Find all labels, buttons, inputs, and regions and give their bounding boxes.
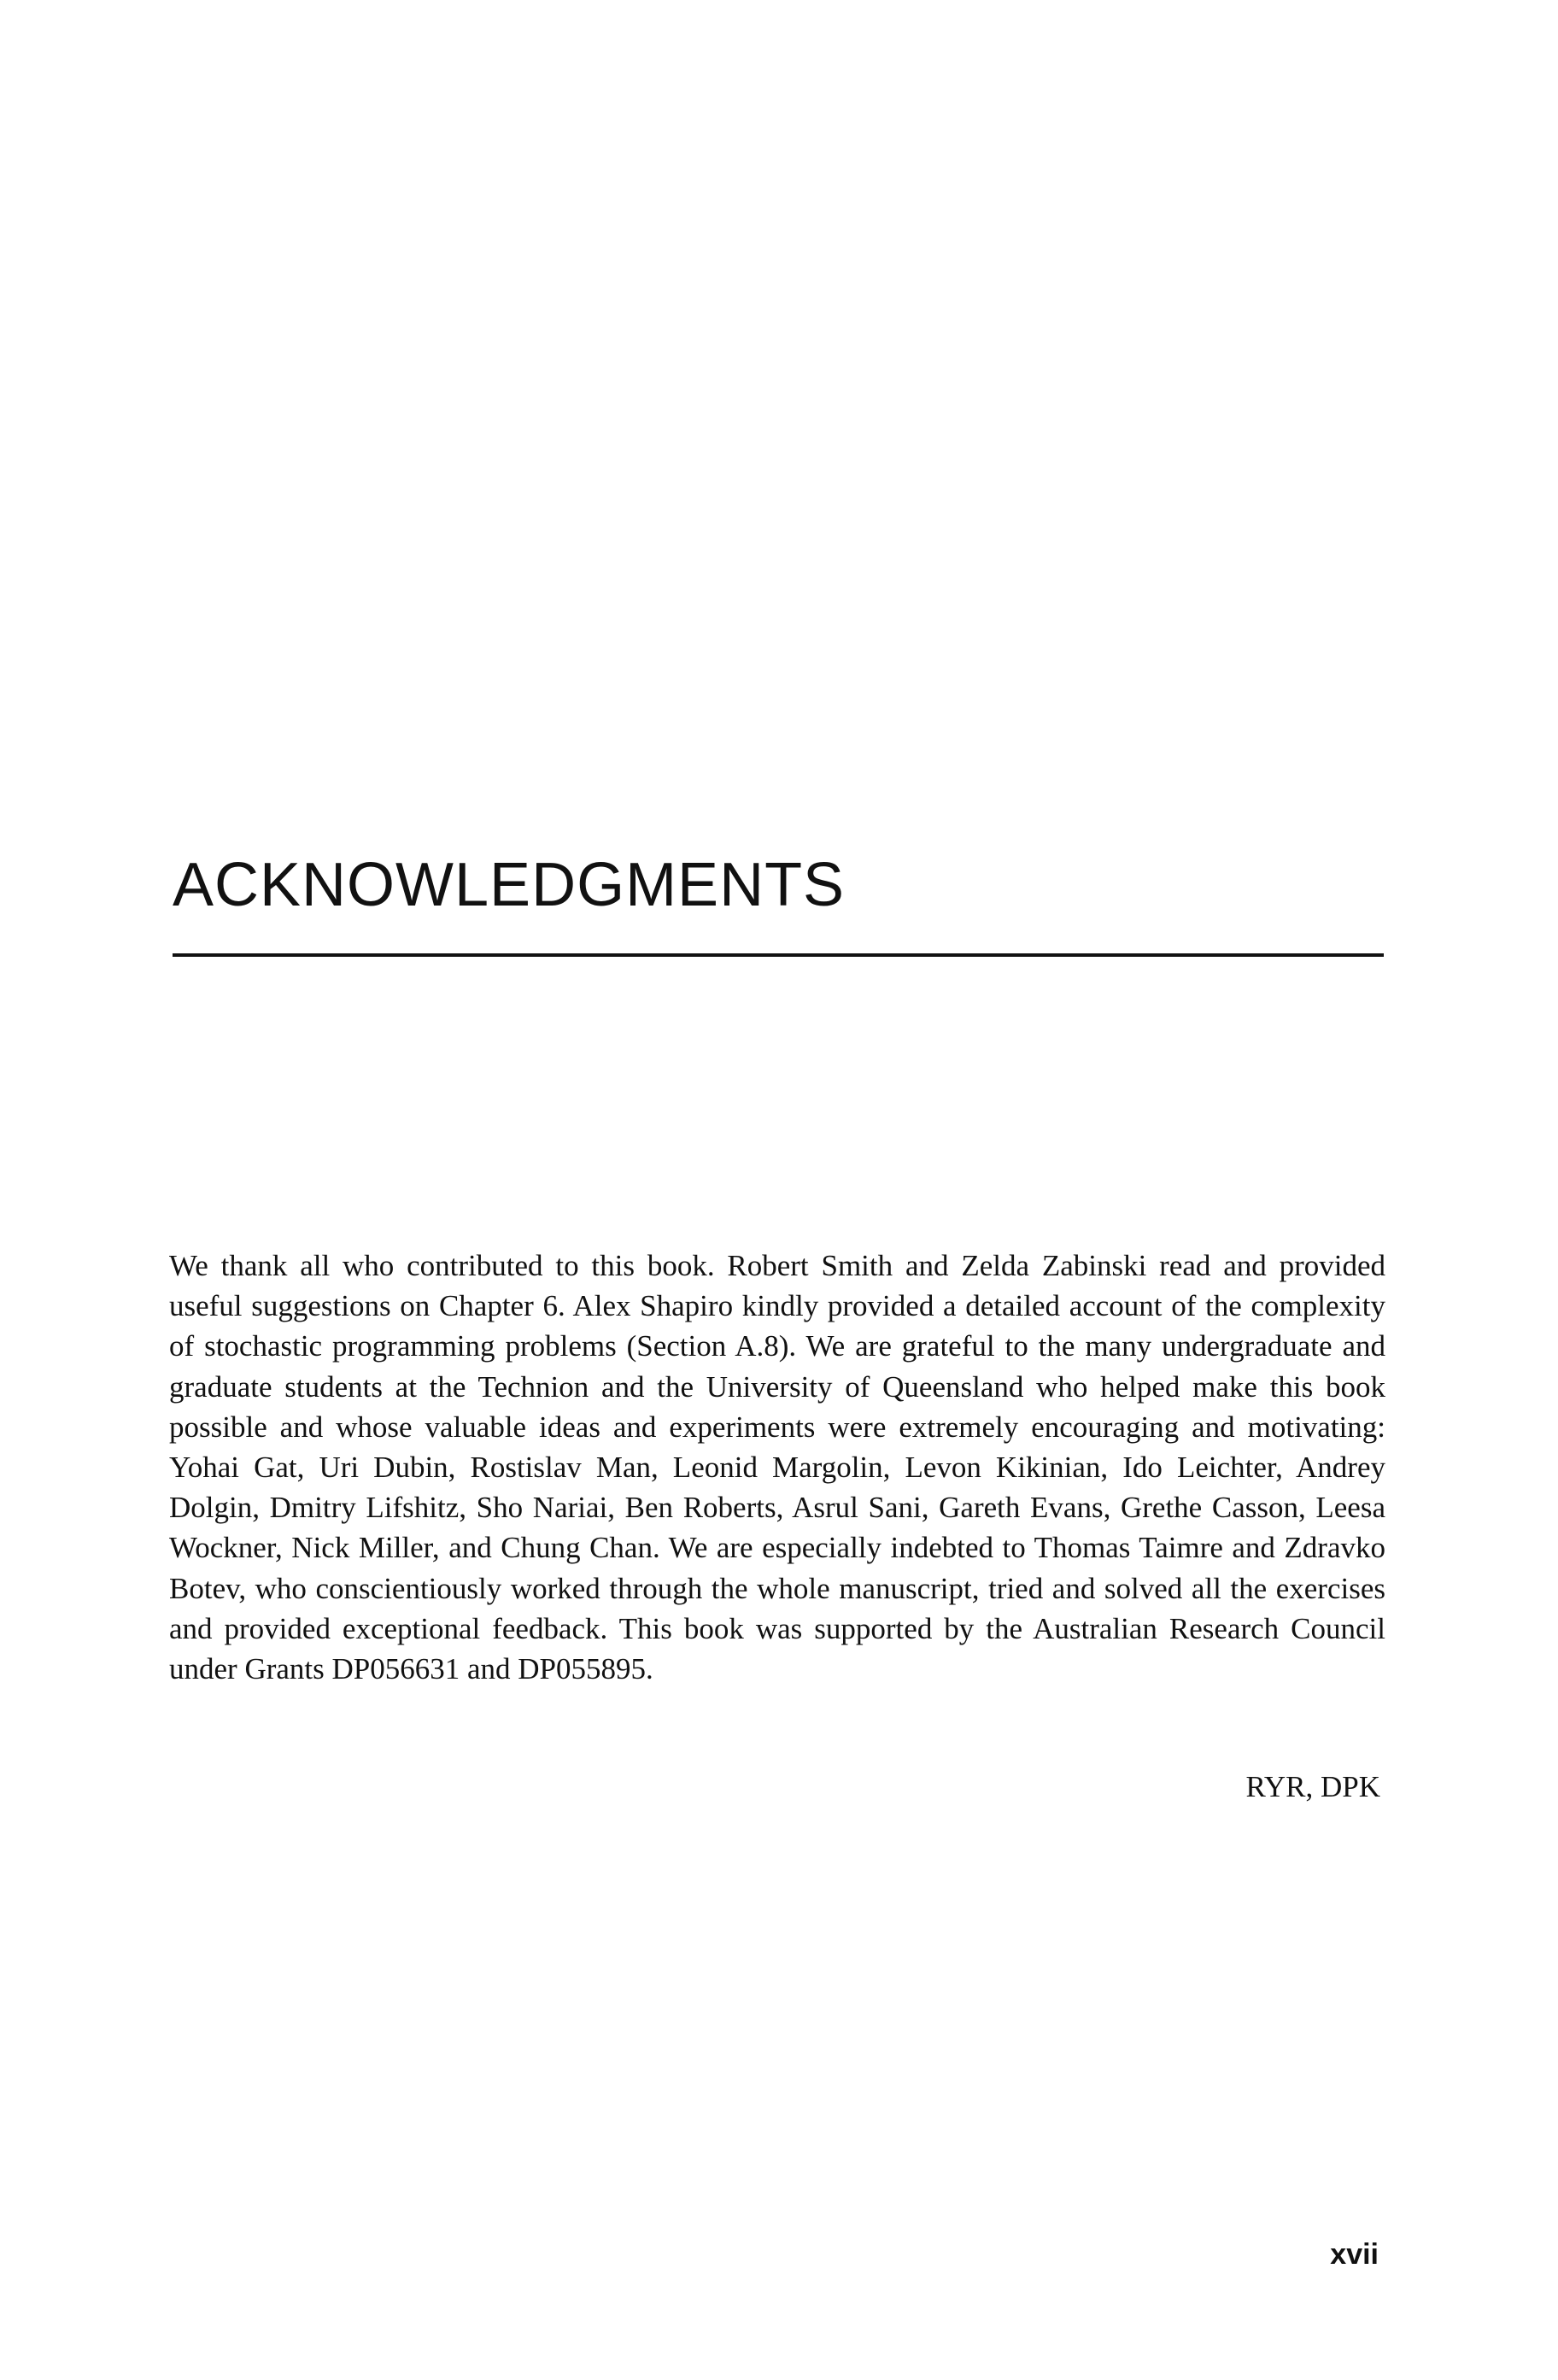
- acknowledgments-paragraph: We thank all who contributed to this book. Robert Smith and Zelda Zabinski read and provided useful suggestions on Chapter 6. Alex Shapiro kindly provided a detailed account of the complexity of stochastic programming problems (Section A.8). We are grateful to the many undergraduate and graduate students at the Technion and the University of Queensland who helped make this book possible and whose valuable ideas and experiments were extremely encouraging and motivating: Yohai Gat, Uri Dubin, Rostislav Man, Leonid Margolin, Levon Kikinian, Ido Leichter, Andrey Dolgin, Dmitry Lifshitz, Sho Nariai, Ben Roberts, Asrul Sani, Gareth Evans, Grethe Casson, Leesa Wockner, Nick Miller, and Chung Chan. We are especially indebted to Thomas Taimre and Zdravko Botev, who conscientiously worked through the whole manuscript, tried and solved all the exercises and provided exceptional feedback. This book was supported by the Australian Research Council under Grants DP056631 and DP055895.: [169, 1249, 1385, 1686]
- page-number: xvii: [1330, 2238, 1379, 2271]
- title-divider: [173, 953, 1384, 957]
- page-title: ACKNOWLEDGMENTS: [173, 851, 846, 919]
- author-initials: RYR, DPK: [1245, 1770, 1380, 1803]
